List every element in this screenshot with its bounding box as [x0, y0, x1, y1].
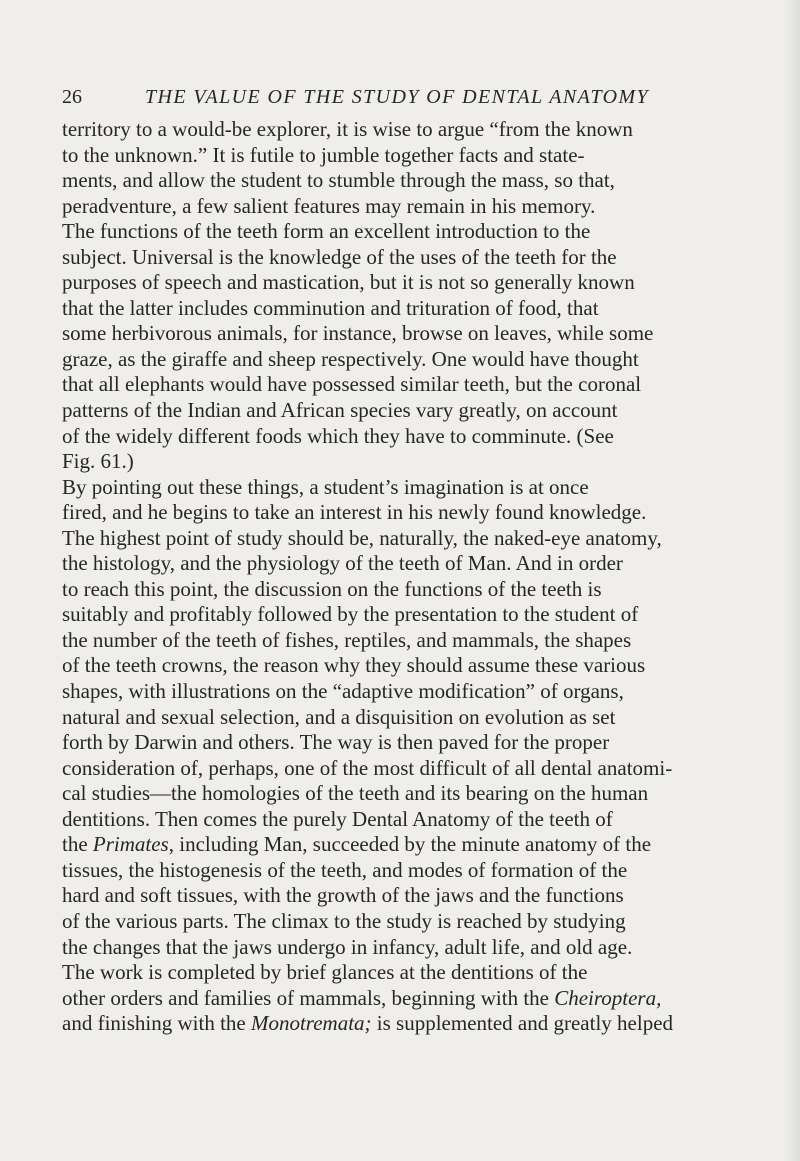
text-line: [62, 909, 800, 935]
text-run: dentitions. Then comes the purely Dental Anatomy of the teeth of: [62, 806, 613, 831]
text-run: Fig. 61.): [62, 449, 134, 474]
text-line: [62, 1011, 800, 1037]
text-run: fired, and he begins to take an interest in his newly found knowledge.: [62, 500, 647, 525]
text-line: [62, 168, 800, 194]
text-line: [62, 321, 800, 347]
text-line: [62, 679, 800, 705]
text-run: hard and soft tissues, with the growth of the jaws and the functions: [62, 883, 624, 908]
text-run: peradventure, a few salient features may remain in his memory.: [62, 193, 596, 218]
text-line-content: [62, 756, 672, 782]
text-run: , including Man, succeeded by the minute anatomy of the: [168, 832, 652, 857]
text-run: the number of the teeth of fishes, reptiles, and mammals, the shapes: [62, 627, 632, 652]
text-line-content: [62, 398, 618, 424]
text-line: [62, 577, 800, 603]
page-number: 26: [62, 86, 82, 108]
text-line-content: [62, 705, 615, 731]
text-run: The functions of the teeth form an excellent introduction to the: [62, 219, 591, 244]
text-run: the: [62, 832, 93, 857]
text-line-content: [62, 679, 624, 705]
text-line: [62, 832, 800, 858]
text-line-content: [62, 194, 595, 220]
text-line: [62, 781, 800, 807]
text-line: [62, 194, 800, 220]
text-line-content: [62, 245, 617, 271]
text-line: [62, 347, 800, 373]
text-run: shapes, with illustrations on the “adaptive modification” of organs,: [62, 679, 624, 704]
text-line-content: [62, 730, 609, 756]
text-line-content: [62, 270, 635, 296]
text-line: [62, 296, 800, 322]
text-line: [62, 449, 800, 475]
text-run: territory to a would-be explorer, it is wise to argue “from the known: [62, 117, 633, 141]
italic-term: Cheiroptera,: [554, 985, 662, 1010]
text-run: purposes of speech and mastication, but it is not so generally known: [62, 270, 635, 295]
text-line-content: [62, 577, 602, 603]
body-text: [62, 117, 800, 1037]
text-run: forth by Darwin and others. The way is then paved for the proper: [62, 730, 610, 755]
text-line: [62, 628, 800, 654]
text-line-content: [62, 168, 615, 194]
text-line-content: [62, 321, 653, 347]
text-line-content: [62, 807, 613, 833]
text-line-content: [62, 653, 645, 679]
text-line: [62, 219, 800, 245]
text-run: that all elephants would have possessed similar teeth, but the coronal: [62, 372, 642, 397]
italic-term: Monotremata;: [250, 1011, 372, 1036]
text-run: to reach this point, the discussion on the functions of the teeth is: [62, 576, 602, 601]
text-line: [62, 270, 800, 296]
text-line-content: [62, 986, 661, 1012]
text-line-content: [62, 372, 641, 398]
text-line-content: [62, 347, 639, 373]
text-run: The highest point of study should be, naturally, the naked-eye anatomy,: [62, 525, 662, 550]
text-line-content: [62, 960, 587, 986]
text-run: patterns of the Indian and African species vary greatly, on account: [62, 398, 618, 423]
text-run: ments, and allow the student to stumble through the mass, so that,: [62, 168, 615, 193]
text-run: By pointing out these things, a student’s imagination is at once: [62, 474, 589, 499]
text-line: [62, 475, 800, 501]
text-run: other orders and families of mammals, beginning with the: [62, 985, 555, 1010]
text-line: [62, 986, 800, 1012]
text-line-content: [62, 219, 590, 245]
text-run: of the various parts. The climax to the study is reached by studying: [62, 908, 626, 933]
text-line-content: [62, 526, 662, 552]
text-line: [62, 424, 800, 450]
page-header: [62, 82, 800, 112]
text-run: graze, as the giraffe and sheep respectively. One would have thought: [62, 346, 639, 371]
text-line-content: [62, 500, 646, 526]
text-line-content: [62, 1011, 673, 1037]
text-run: of the widely different foods which they have to comminute. (See: [62, 423, 614, 448]
text-line: [62, 756, 800, 782]
text-line: [62, 602, 800, 628]
text-line: [62, 372, 800, 398]
text-run: cal studies—the homologies of the teeth and its bearing on the human: [62, 781, 649, 806]
text-line-content: [62, 143, 585, 169]
text-line: [62, 117, 800, 143]
text-line-content: [62, 117, 633, 143]
text-line-content: [62, 449, 134, 475]
text-run: to the unknown.” It is futile to jumble together facts and state-: [62, 142, 585, 167]
text-run: some herbivorous animals, for instance, browse on leaves, while some: [62, 321, 654, 346]
text-run: the histology, and the physiology of the teeth of Man. And in order: [62, 551, 623, 576]
text-line: [62, 398, 800, 424]
text-line-content: [62, 551, 623, 577]
text-line: [62, 245, 800, 271]
text-run: is supplemented and greatly helped: [371, 1011, 674, 1036]
text-run: the changes that the jaws undergo in infancy, adult life, and old age.: [62, 934, 633, 959]
text-line: [62, 807, 800, 833]
text-line: [62, 883, 800, 909]
text-run: that the latter includes comminution and trituration of food, that: [62, 295, 599, 320]
text-line: [62, 705, 800, 731]
italic-term: Primates: [92, 832, 169, 857]
text-run: subject. Universal is the knowledge of the uses of the teeth for the: [62, 244, 617, 269]
text-line: [62, 526, 800, 552]
text-line-content: [62, 909, 626, 935]
text-line: [62, 858, 800, 884]
text-run: and finishing with the: [62, 1011, 251, 1036]
text-line-content: [62, 602, 638, 628]
text-line-content: [62, 935, 632, 961]
text-line: [62, 143, 800, 169]
text-line: [62, 960, 800, 986]
text-line-content: [62, 781, 648, 807]
running-head: THE VALUE OF THE STUDY OF DENTAL ANATOMY: [145, 86, 650, 108]
text-line-content: [62, 858, 627, 884]
text-line: [62, 730, 800, 756]
text-line: [62, 653, 800, 679]
text-line-content: [62, 883, 624, 909]
text-line-content: [62, 628, 631, 654]
text-line: [62, 935, 800, 961]
text-run: of the teeth crowns, the reason why they should assume these various: [62, 653, 646, 678]
text-run: The work is completed by brief glances at the dentitions of the: [62, 960, 588, 985]
text-line-content: [62, 475, 589, 501]
text-line: [62, 551, 800, 577]
text-run: natural and sexual selection, and a disquisition on evolution as set: [62, 704, 616, 729]
text-line-content: [62, 424, 614, 450]
text-run: suitably and profitably followed by the presentation to the student of: [62, 602, 639, 627]
text-run: tissues, the histogenesis of the teeth, and modes of formation of the: [62, 857, 628, 882]
text-line-content: [62, 832, 651, 858]
text-line: [62, 500, 800, 526]
text-line-content: [62, 296, 599, 322]
text-run: consideration of, perhaps, one of the most difficult of all dental anatomi-: [62, 755, 673, 780]
